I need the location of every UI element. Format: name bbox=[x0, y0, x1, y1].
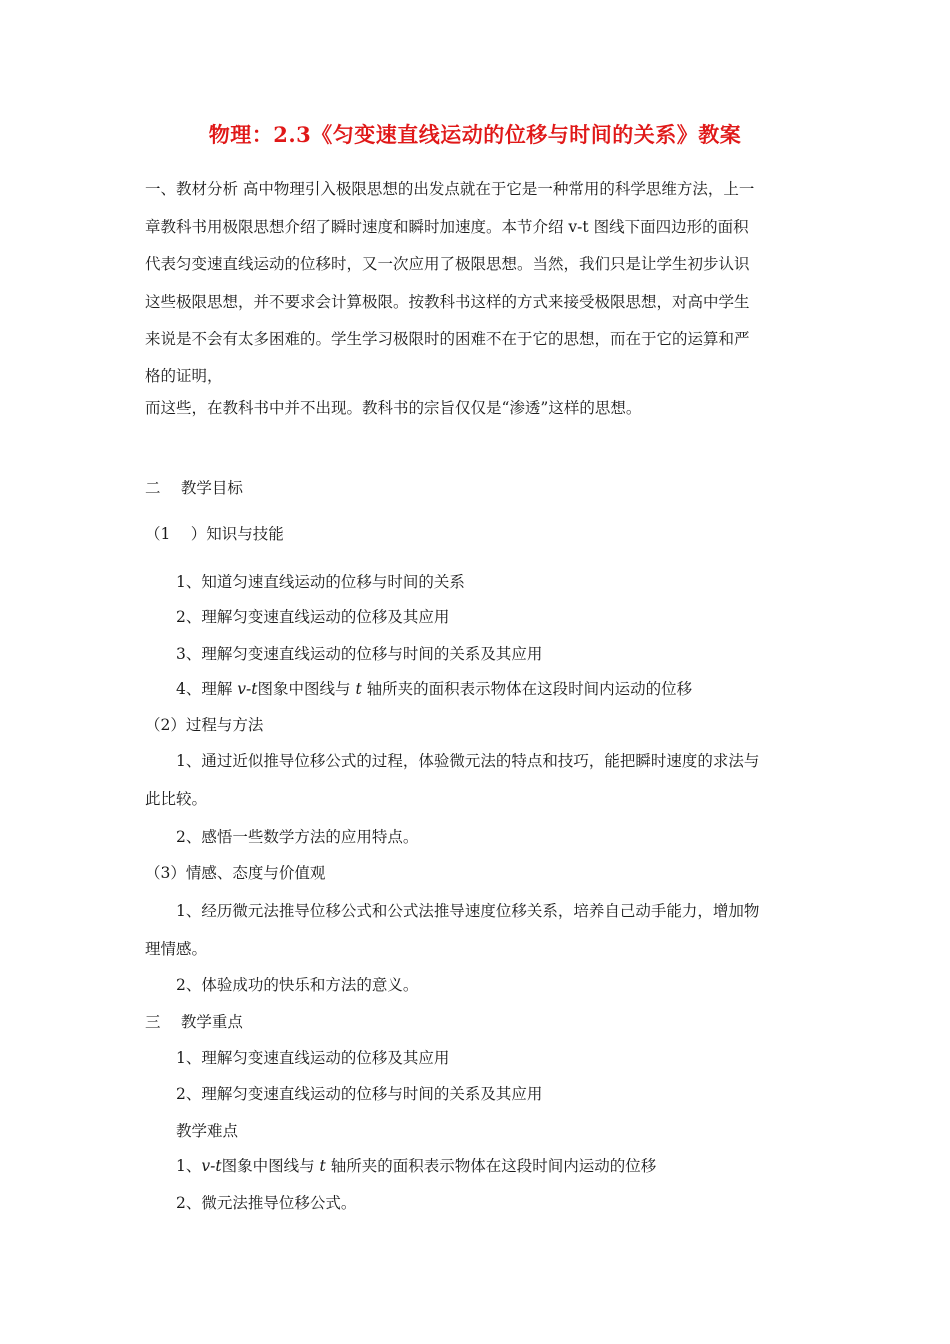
sub1-item-2: 2、理解匀变速直线运动的位移及其应用 bbox=[176, 608, 450, 626]
sub1-item-3: 3、理解匀变速直线运动的位移与时间的关系及其应用 bbox=[176, 645, 543, 663]
section1-line-4: 这些极限思想，并不要求会计算极限。按教科书这样的方式来接受极限思想，对高中学生 bbox=[145, 293, 750, 311]
section3-item-2: 2、理解匀变速直线运动的位移与时间的关系及其应用 bbox=[176, 1085, 543, 1103]
sub2-heading: （2）过程与方法 bbox=[145, 716, 264, 734]
sub1-item-4-mid: 图象中图线与 bbox=[257, 680, 356, 698]
sub1-item-4-prefix: 4、理解 bbox=[176, 680, 238, 698]
difficulty-item-2: 2、微元法推导位移公式。 bbox=[176, 1194, 357, 1212]
difficulty-item-1-mid: 图象中图线与 bbox=[221, 1157, 320, 1175]
sub2-item-1-line-2: 此比较。 bbox=[145, 790, 208, 808]
sub3-heading: （3）情感、态度与价值观 bbox=[145, 864, 326, 882]
difficulty-item-1-var-vt: v-t bbox=[201, 1157, 222, 1175]
difficulty-item-1-var-t: t bbox=[319, 1157, 326, 1175]
difficulty-item-1-prefix: 1、 bbox=[176, 1157, 202, 1175]
sub1-item-1: 1、知道匀速直线运动的位移与时间的关系 bbox=[176, 573, 465, 591]
difficulty-item-1-suffix: 轴所夹的面积表示物体在这段时间内运动的位移 bbox=[325, 1157, 657, 1175]
section1-line-3: 代表匀变速直线运动的位移时，又一次应用了极限思想。当然，我们只是让学生初步认识 bbox=[145, 255, 750, 273]
sub3-item-1-line-2: 理情感。 bbox=[145, 940, 208, 958]
sub1-item-4-var-vt: v-t bbox=[237, 680, 258, 698]
sub2-item-2: 2、感悟一些数学方法的应用特点。 bbox=[176, 828, 419, 846]
section1-line-2: 章教科书用极限思想介绍了瞬时速度和瞬时加速度。本节介绍 v-t 图线下面四边形的面积 bbox=[145, 218, 749, 236]
sub1-item-4 bbox=[176, 678, 692, 700]
sub1-item-4-var-t: t bbox=[355, 680, 362, 698]
section3-item-1: 1、理解匀变速直线运动的位移及其应用 bbox=[176, 1049, 450, 1067]
section1-line-6: 格的证明， bbox=[145, 367, 223, 385]
sub3-item-1-line-1: 1、经历微元法推导位移公式和公式法推导速度位移关系，培养自己动手能力，增加物 bbox=[176, 902, 760, 920]
section3-heading: 三 教学重点 bbox=[145, 1013, 243, 1031]
sub3-item-2: 2、体验成功的快乐和方法的意义。 bbox=[176, 976, 419, 994]
section1-line-7: 而这些，在教科书中并不出现。教科书的宗旨仅仅是“渗透”这样的思想。 bbox=[145, 399, 642, 417]
document-title: 物理：2.3《匀变速直线运动的位移与时间的关系》教案 bbox=[208, 122, 742, 147]
section1-line-5: 来说是不会有太多困难的。学生学习极限时的困难不在于它的思想，而在于它的运算和严 bbox=[145, 330, 750, 348]
section2-heading: 二 教学目标 bbox=[145, 479, 243, 497]
sub2-item-1-line-1: 1、通过近似推导位移公式的过程，体验微元法的特点和技巧，能把瞬时速度的求法与 bbox=[176, 752, 760, 770]
sub1-item-4-suffix: 轴所夹的面积表示物体在这段时间内运动的位移 bbox=[361, 680, 693, 698]
sub1-heading: （1 ）知识与技能 bbox=[145, 525, 284, 543]
section1-line-1: 一、教材分析 高中物理引入极限思想的出发点就在于它是一种常用的科学思维方法，上一 bbox=[145, 180, 755, 198]
difficulty-heading: 教学难点 bbox=[176, 1122, 239, 1140]
difficulty-item-1 bbox=[176, 1155, 656, 1177]
